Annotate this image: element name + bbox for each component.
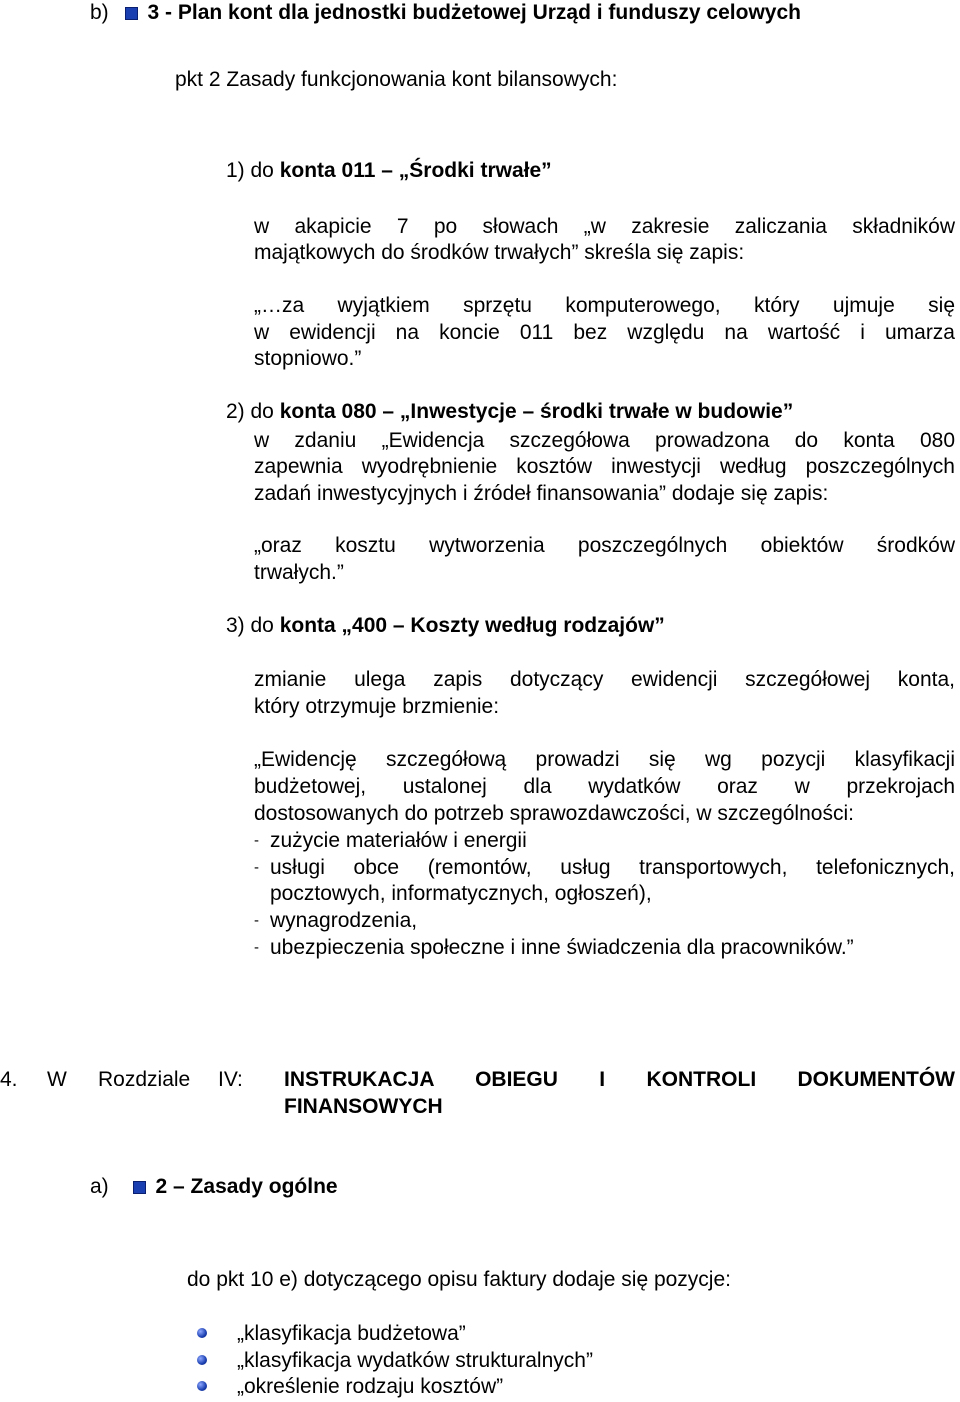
item1-title: konta 011 – „Środki trwałe”	[279, 159, 552, 182]
item2-line1: w zdaniu „Ewidencja szczegółowa prowadzona do konta 080	[254, 429, 955, 452]
pkt10-line: do pkt 10 e) dotyczącego opisu faktury dodaje się pozycje:	[187, 1268, 731, 1291]
chapter4-word: I	[599, 1068, 606, 1091]
item1-heading	[226, 158, 552, 184]
item2-heading	[226, 399, 793, 425]
item3-quote-line2: budżetowej, ustalonej dla wydatków oraz w przekrojach	[254, 775, 955, 798]
item3-line1: zmianie ulega zapis dotyczący ewidencji szczegółowej konta,	[254, 668, 955, 691]
section-b-title: 3 - Plan kont dla jednostki budżetowej Urząd i funduszy celowych	[147, 1, 801, 24]
list-item	[254, 828, 955, 854]
bullet-text: „określenie rodzaju kosztów”	[237, 1375, 504, 1398]
list-item	[254, 908, 955, 934]
round-bullet-icon	[197, 1381, 207, 1391]
dash-marker: -	[254, 912, 259, 929]
chapter4-word: INSTRUKACJA	[284, 1068, 434, 1091]
section-b-heading	[90, 0, 950, 26]
dash-marker: -	[254, 859, 259, 876]
item3-quote-line3: dostosowanych do potrzeb sprawozdawczości, w szczególności:	[254, 802, 854, 825]
item1-intro-line2: majątkowych do środków trwałych” skreśla się zapis:	[254, 241, 745, 264]
item2-add-line2: trwałych.”	[254, 561, 344, 584]
item2-line2: zapewnia wyodrębnienie kosztów inwestycji według poszczególnych	[254, 455, 955, 478]
chapter4-title-line2: FINANSOWYCH	[284, 1095, 443, 1118]
item2-num: 2) do	[226, 400, 280, 423]
pkt2-line: pkt 2 Zasady funkcjonowania kont bilansowych:	[175, 68, 618, 91]
chapter4-word: OBIEGU	[475, 1068, 558, 1091]
list-item	[254, 935, 955, 961]
round-bullet-icon	[197, 1355, 207, 1365]
item1-quote-line3: stopniowo.”	[254, 347, 362, 370]
item1-quote-line2: w ewidencji na koncie 011 bez względu na wartość i umarza	[254, 321, 955, 344]
round-bullet-icon	[197, 1328, 207, 1338]
square-bullet-icon	[125, 7, 138, 20]
item1-intro-line1: w akapicie 7 po słowach „w zakresie zaliczania składników	[254, 215, 955, 238]
item2-line3: zadań inwestycyjnych i źródeł finansowania” dodaje się zapis:	[254, 482, 829, 505]
item1-num: 1) do	[226, 159, 280, 182]
bullet-text: „klasyfikacja wydatków strukturalnych”	[237, 1349, 593, 1372]
list-item	[254, 855, 955, 907]
dash-marker: -	[254, 939, 259, 956]
square-bullet-icon	[133, 1181, 146, 1194]
bullet-text: „klasyfikacja budżetowa”	[237, 1322, 466, 1345]
section-a-prefix: a)	[90, 1175, 109, 1198]
bullet-item	[197, 1348, 593, 1374]
item3-quote-line1: „Ewidencję szczegółową prowadzi się wg pozycji klasyfikacji	[254, 748, 955, 771]
list-item-text: zużycie materiałów i energii	[270, 829, 527, 852]
section-a-title: 2 – Zasady ogólne	[155, 1175, 338, 1198]
item3-title: konta „400 – Koszty według rodzajów”	[279, 614, 665, 637]
chapter4-rozdziale: Rozdziale	[98, 1068, 191, 1091]
item3-heading	[226, 613, 665, 639]
section-b-prefix: b)	[90, 1, 109, 24]
bullet-item	[197, 1374, 503, 1400]
chapter4-word: DOKUMENTÓW	[797, 1068, 955, 1091]
item3-num: 3) do	[226, 614, 280, 637]
item3-line2: który otrzymuje brzmienie:	[254, 695, 500, 718]
dash-marker: -	[254, 832, 259, 849]
bullet-item	[197, 1321, 466, 1347]
chapter4-iv: IV:	[218, 1068, 243, 1091]
chapter4-num: 4.	[0, 1068, 18, 1091]
list-item-text: usługi obce (remontów, usług transportowych, telefonicznych,	[270, 856, 955, 879]
section-a-heading	[90, 1174, 338, 1200]
item2-add-line1: „oraz kosztu wytworzenia poszczególnych obiektów środków	[254, 534, 955, 557]
list-item-text: wynagrodzenia,	[270, 909, 418, 932]
item2-title: konta 080 – „Inwestycje – środki trwałe w budowie”	[279, 400, 794, 423]
chapter4-w: W	[47, 1068, 67, 1091]
chapter4-word: KONTROLI	[646, 1068, 757, 1091]
list-item-text-line2: pocztowych, informatycznych, ogłoszeń),	[270, 882, 652, 905]
item1-quote-line1: „…za wyjątkiem sprzętu komputerowego, który ujmuje się	[254, 294, 955, 317]
list-item-text: ubezpieczenia społeczne i inne świadczenia dla pracowników.”	[270, 936, 854, 959]
chapter4-title-line1	[284, 1067, 955, 1093]
